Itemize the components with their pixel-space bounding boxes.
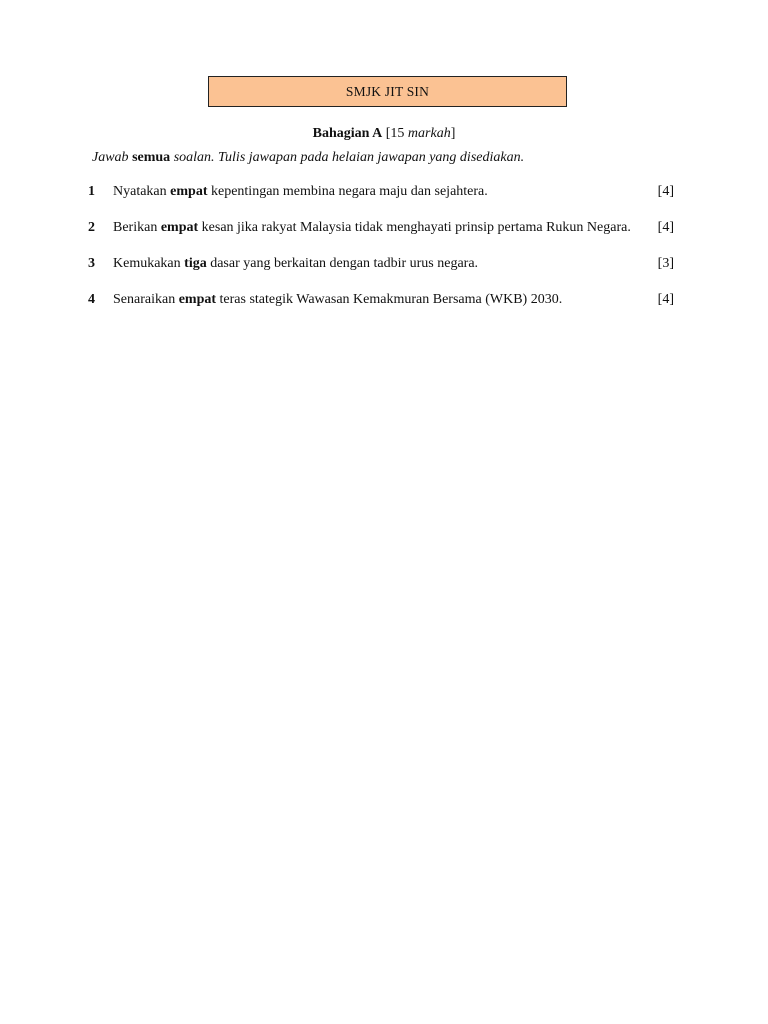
question-item — [88, 292, 678, 310]
question-marks: [4] — [657, 292, 674, 307]
section-marks-close: ] — [450, 126, 456, 141]
question-marks: [3] — [657, 256, 674, 271]
section-marks-word: markah — [407, 126, 451, 141]
instruction-text — [92, 150, 524, 166]
section-name: Bahagian A — [312, 126, 383, 141]
question-item — [88, 256, 678, 274]
question-number: 1 — [88, 184, 95, 199]
question-number: 4 — [88, 292, 95, 307]
school-name: SMJK JIT SIN — [345, 83, 430, 99]
section-title — [0, 126, 768, 142]
instruction-part2: soalan. Tulis jawapan pada helaian jawapan yang disediakan. — [170, 150, 525, 165]
question-text: Kemukakan tiga dasar yang berkaitan dengan tadbir urus negara. — [113, 256, 479, 271]
question-marks: [4] — [657, 184, 674, 199]
question-marks: [4] — [657, 220, 674, 235]
school-header-box — [208, 76, 567, 107]
instruction-part1: Jawab — [92, 150, 133, 165]
question-text: Senaraikan empat teras stategik Wawasan Kemakmuran Bersama (WKB) 2030. — [113, 292, 563, 307]
question-text: Berikan empat kesan jika rakyat Malaysia tidak menghayati prinsip pertama Rukun Negara. — [113, 220, 631, 235]
question-item — [88, 184, 678, 202]
section-marks-open: [15 — [382, 126, 408, 141]
question-number: 2 — [88, 220, 95, 235]
question-item — [88, 220, 678, 238]
question-number: 3 — [88, 256, 95, 271]
instruction-bold: semua — [132, 150, 171, 165]
question-text: Nyatakan empat kepentingan membina negara maju dan sejahtera. — [113, 184, 488, 199]
